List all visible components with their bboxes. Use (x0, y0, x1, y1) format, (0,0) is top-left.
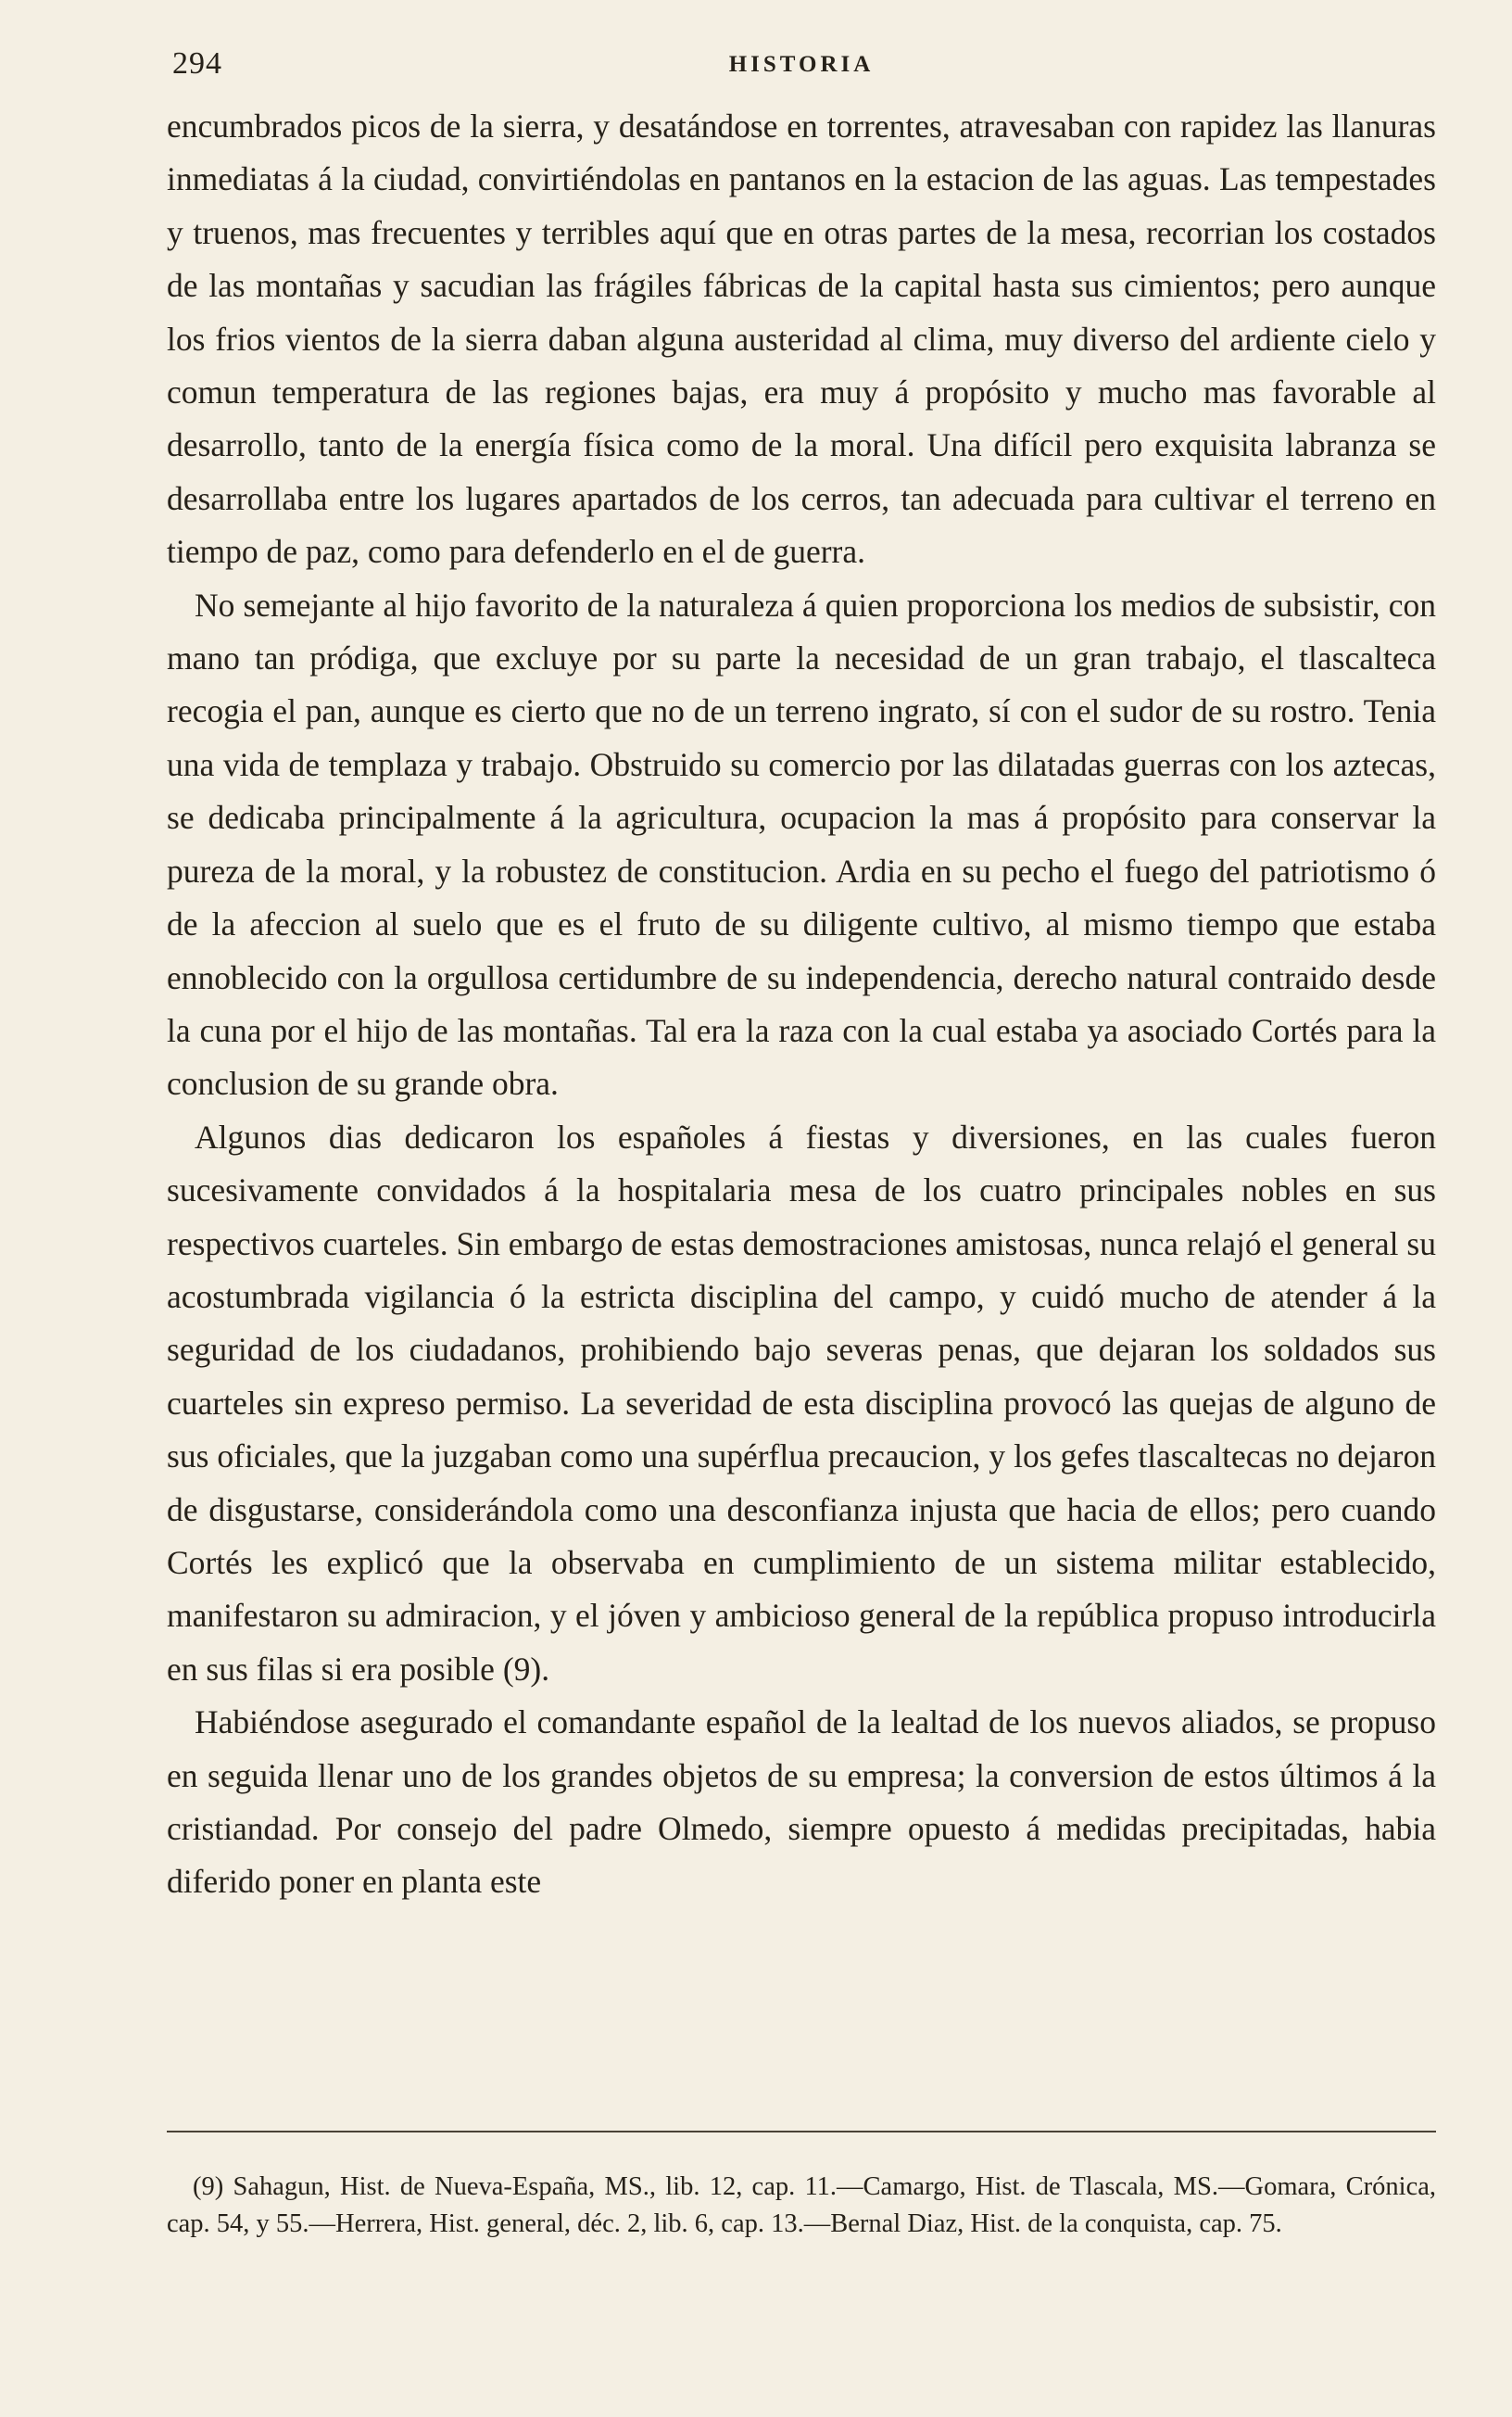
paragraph-3: Algunos dias dedicaron los españoles á fiestas y diversiones, en las cuales fueron sucesivamente convidados á la hospitalaria mesa de los cuatro principales nobles en sus respectivos cuarteles. Sin embargo de estas demostraciones amistosas, nunca relajó el general su acostumbrada vigilancia ó la estricta disciplina del campo, y cuidó mucho de atender á la seguridad de los ciudadanos, prohibiendo bajo severas penas, que dejaran los soldados sus cuarteles sin expreso permiso. La severidad de esta disciplina provocó las quejas de alguno de sus oficiales, que la juzgaban como una supérflua precaucion, y los gefes tlascaltecas no dejaron de disgustarse, considerándola como una desconfianza injusta que hacia de ellos; pero cuando Cortés les explicó que la observaba en cumplimiento de un sistema militar establecido, manifestaron su admiracion, y el jóven y ambicioso general de la república propuso introducirla en sus filas si era posible (9). (167, 1118, 1436, 1688)
paragraph-2: No semejante al hijo favorito de la naturaleza á quien proporciona los medios de subsistir, con mano tan pródiga, que excluye por su parte la necesidad de un gran trabajo, el tlascalteca recogia el pan, aunque es cierto que no de un terreno ingrato, sí con el sudor de su rostro. Tenia una vida de templaza y trabajo. Obstruido su comercio por las dilatadas guerras con los aztecas, se dedicaba principalmente á la agricultura, ocupacion la mas á propósito para conservar la pureza de la moral, y la robustez de constitucion. Ardia en su pecho el fuego del patriotismo ó de la afeccion al suelo que es el fruto de su diligente cultivo, al mismo tiempo que estaba ennoblecido con la orgullosa certidumbre de su independencia, derecho natural contraido desde la cuna por el hijo de las montañas. Tal era la raza con la cual estaba ya asociado Cortés para la conclusion de su grande obra. (167, 586, 1436, 1103)
page-number: 294 (172, 46, 222, 81)
running-head: HISTORIA (728, 52, 875, 77)
paragraph-1: encumbrados picos de la sierra, y desatándose en torrentes, atravesaban con rapidez las llanuras inmediatas á la ciudad, convirtiéndolas en pantanos en la estacion de las aguas. Las tempestades y truenos, mas frecuentes y terribles aquí que en otras partes de la mesa, recorrian los costados de las montañas y sacudian las frágiles fábricas de la capital hasta sus cimientos; pero aunque los frios vientos de la sierra daban alguna austeridad al clima, muy diverso del ardiente cielo y comun temperatura de las regiones bajas, era muy á propósito y mucho mas favorable al desarrollo, tanto de la energía física como de la moral. Una difícil pero exquisita labranza se desarrollaba entre los lugares apartados de los cerros, tan adecuada para cultivar el terreno en tiempo de paz, como para defenderlo en el de guerra. (167, 108, 1436, 571)
footnote-rule (167, 2131, 1436, 2132)
paragraph-4: Habiéndose asegurado el comandante español de la lealtad de los nuevos aliados, se propuso en seguida llenar uno de los grandes objetos de su empresa; la conversion de estos últimos á la cristiandad. Por consejo del padre Olmedo, siempre opuesto á medidas precipitadas, habia diferido poner en planta este (167, 1703, 1436, 1901)
footnote: (9) Sahagun, Hist. de Nueva-España, MS., lib. 12, cap. 11.—Camargo, Hist. de Tlascala, MS.—Gomara, Crónica, cap. 54, y 55.—Herrera, Hist. general, déc. 2, lib. 6, cap. 13.—Bernal Diaz, Hist. de la conquista, cap. 75. (167, 2172, 1436, 2238)
page-header (167, 46, 1436, 89)
body-text (167, 100, 1436, 1909)
